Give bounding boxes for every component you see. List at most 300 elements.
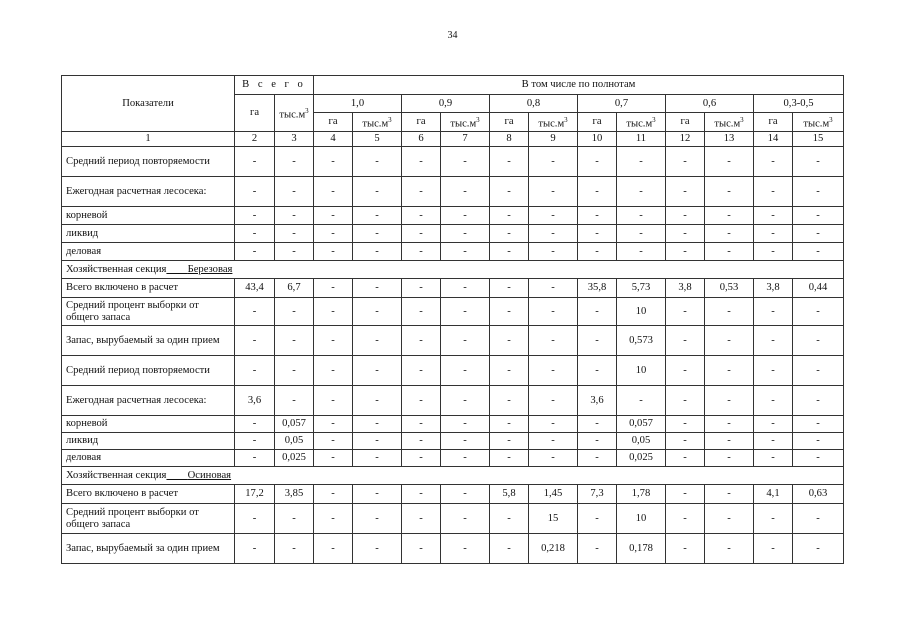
table-cell: - [314,356,353,386]
table-cell: - [235,534,275,564]
table-cell: - [235,326,275,356]
table-cell: - [578,177,617,207]
table-cell: - [314,450,353,467]
table-cell: - [705,298,754,326]
table-cell: - [705,326,754,356]
table-cell: - [793,433,844,450]
table-cell: - [529,279,578,298]
table-cell: - [235,177,275,207]
table-cell: 3,85 [275,485,314,504]
table-row [62,298,844,326]
table-cell: - [441,225,490,243]
table-cell: - [353,243,402,261]
table-cell: - [666,534,705,564]
table-cell: - [235,298,275,326]
table-cell: - [490,207,529,225]
table-cell: - [793,243,844,261]
table-cell: - [793,504,844,534]
table-cell: - [529,433,578,450]
table-cell: - [275,534,314,564]
table-cell: - [235,243,275,261]
table-cell: - [353,485,402,504]
table-cell: - [402,147,441,177]
table-cell: - [353,433,402,450]
column-number: 11 [617,132,666,147]
table-row [62,416,844,433]
table-cell: - [578,356,617,386]
column-number: 15 [793,132,844,147]
row-label: Всего включено в расчет [62,279,235,298]
table-cell: 10 [617,356,666,386]
table-cell: - [314,225,353,243]
table-cell: - [314,416,353,433]
unit-ha-header: га [578,113,617,132]
row-label: Средний процент выборки от общего запаса [62,504,235,534]
row-label: Средний период повторяемости [62,356,235,386]
table-cell: - [754,177,793,207]
table-cell: 0,025 [275,450,314,467]
table-cell: 5,73 [617,279,666,298]
table-cell: - [441,433,490,450]
table-cell: - [529,326,578,356]
unit-vol-header: $тыс.м^3$ [617,113,666,132]
table-row [62,356,844,386]
table-cell: - [353,147,402,177]
table-cell: - [353,504,402,534]
table-cell: - [617,386,666,416]
table-cell: - [275,504,314,534]
table-cell: - [314,386,353,416]
table-cell: - [705,147,754,177]
table-cell: - [402,298,441,326]
table-cell: 0,63 [793,485,844,504]
total-ha-header: га [235,95,275,132]
table-cell: - [529,243,578,261]
table-cell: - [754,356,793,386]
table-cell: - [402,485,441,504]
table-cell: - [441,485,490,504]
table-cell: - [490,147,529,177]
unit-vol-header: $тыс.м^3$ [705,113,754,132]
table-cell: - [402,416,441,433]
row-label: Средний процент выборки от общего запаса [62,298,235,326]
table-cell: - [402,207,441,225]
table-cell: 3,6 [578,386,617,416]
table-cell: - [402,243,441,261]
table-cell: - [314,243,353,261]
table-cell: - [617,177,666,207]
table-cell: - [617,207,666,225]
table-cell: - [490,534,529,564]
table-cell: - [402,504,441,534]
table-cell: - [666,207,705,225]
table-cell: - [490,243,529,261]
table-cell: - [666,147,705,177]
unit-ha-header: га [314,113,353,132]
table-cell: - [705,225,754,243]
table-cell: - [578,298,617,326]
table-cell: - [490,225,529,243]
table-row [62,326,844,356]
table-cell: 3,8 [666,279,705,298]
table-row [62,279,844,298]
row-label: Ежегодная расчетная лесосека: [62,386,235,416]
table-cell: - [314,433,353,450]
table-cell: - [793,416,844,433]
row-label: Средний период повторяемости [62,147,235,177]
table-cell: 0,44 [793,279,844,298]
table-cell: - [705,177,754,207]
table-cell: - [353,207,402,225]
table-cell: - [353,298,402,326]
row-label: Ежегодная расчетная лесосека: [62,177,235,207]
row-label: Всего включено в расчет [62,485,235,504]
total-header: В с е г о [235,76,314,95]
table-cell: 0,05 [275,433,314,450]
table-row [62,450,844,467]
table-cell: - [666,177,705,207]
table-cell: - [490,433,529,450]
section-row [62,467,844,485]
unit-ha-header: га [490,113,529,132]
table-cell: - [666,298,705,326]
table-cell: - [275,207,314,225]
table-cell: 3,8 [754,279,793,298]
table-cell: - [235,147,275,177]
table-cell: - [793,534,844,564]
table-cell: - [666,326,705,356]
table-cell: 10 [617,504,666,534]
table-cell: - [314,504,353,534]
table-cell: - [578,433,617,450]
table-cell: - [235,504,275,534]
table-cell: - [275,326,314,356]
density-header: 0,7 [578,95,666,113]
table-cell: - [275,298,314,326]
table-cell: - [490,386,529,416]
table-cell: 1,45 [529,485,578,504]
table-cell: - [754,450,793,467]
table-cell: - [529,298,578,326]
table-row [62,534,844,564]
table-cell: - [275,243,314,261]
table-cell: 3,6 [235,386,275,416]
table-cell: - [754,534,793,564]
table-cell: - [578,147,617,177]
row-label: деловая [62,450,235,467]
table-cell: - [235,450,275,467]
page-number: 34 [447,30,458,41]
table-cell: - [314,326,353,356]
table-cell: - [402,450,441,467]
table-row [62,386,844,416]
header-row-1 [62,76,844,95]
table-cell: - [578,225,617,243]
table-cell: - [402,279,441,298]
table-cell: - [793,225,844,243]
section-title: Хозяйственная секция Березовая [62,261,844,279]
table-cell: - [793,356,844,386]
table-cell: - [490,416,529,433]
table-cell: - [235,207,275,225]
table-cell: - [578,207,617,225]
density-header: 0,8 [490,95,578,113]
column-number: 6 [402,132,441,147]
density-header: 0,3-0,5 [754,95,844,113]
table-cell: - [529,177,578,207]
row-label: ликвид [62,225,235,243]
table-cell: - [314,207,353,225]
table-cell: - [490,504,529,534]
table-cell: 5,8 [490,485,529,504]
table-cell: - [529,386,578,416]
table-cell: 0,05 [617,433,666,450]
table-cell: - [353,450,402,467]
table-cell: - [314,147,353,177]
table-cell: - [754,225,793,243]
table-cell: - [754,243,793,261]
column-number: 2 [235,132,275,147]
table-cell: - [666,450,705,467]
table-cell: - [578,243,617,261]
table-cell: - [793,386,844,416]
table-cell: - [578,534,617,564]
row-label: корневой [62,207,235,225]
table-cell: - [754,386,793,416]
table-cell: 43,4 [235,279,275,298]
table-cell: - [705,450,754,467]
unit-vol-header: $тыс.м^3$ [529,113,578,132]
table-cell: - [617,243,666,261]
unit-ha-header: га [666,113,705,132]
table-cell: 0,057 [275,416,314,433]
table-cell: - [793,298,844,326]
column-number: 9 [529,132,578,147]
table-cell: 1,78 [617,485,666,504]
table-cell: - [705,433,754,450]
table-cell: - [666,356,705,386]
table-cell: - [578,416,617,433]
table-cell: - [705,504,754,534]
table-cell: - [529,416,578,433]
table-cell: - [666,504,705,534]
table-cell: - [578,450,617,467]
table-cell: - [275,177,314,207]
table-cell: - [275,225,314,243]
table-cell: 10 [617,298,666,326]
table-row [62,147,844,177]
table-cell: 15 [529,504,578,534]
row-label: корневой [62,416,235,433]
table-cell: - [441,450,490,467]
column-number: 10 [578,132,617,147]
table-cell: - [666,386,705,416]
unit-ha-header: га [402,113,441,132]
table-cell: - [754,207,793,225]
table-cell: - [490,450,529,467]
table-cell: - [754,326,793,356]
by-density-header: В том числе по полнотам [314,76,844,95]
table-cell: - [235,225,275,243]
table-cell: - [441,243,490,261]
column-number: 3 [275,132,314,147]
table-cell: - [441,504,490,534]
table-cell: - [441,298,490,326]
table-cell: - [793,207,844,225]
column-number: 14 [754,132,793,147]
table-cell: - [793,450,844,467]
table-cell: - [705,485,754,504]
table-row [62,485,844,504]
table-cell: - [314,177,353,207]
table-cell: - [617,225,666,243]
row-label: ликвид [62,433,235,450]
table-cell: - [235,416,275,433]
table-cell: - [705,207,754,225]
table-cell: - [353,356,402,386]
table-cell: - [441,386,490,416]
row-label: деловая [62,243,235,261]
table-cell: - [353,416,402,433]
table-cell: - [529,147,578,177]
table-cell: - [617,147,666,177]
table-cell: - [490,279,529,298]
table-cell: - [793,326,844,356]
unit-ha-header: га [754,113,793,132]
unit-vol-header: $тыс.м^3$ [793,113,844,132]
table-cell: 35,8 [578,279,617,298]
table-cell: - [754,298,793,326]
table-cell: - [441,147,490,177]
table-cell: 0,057 [617,416,666,433]
table-cell: - [578,504,617,534]
table-cell: - [275,356,314,386]
table-cell: - [353,534,402,564]
table-cell: 6,7 [275,279,314,298]
table-cell: - [705,243,754,261]
section-title: Хозяйственная секция Осиновая [62,467,844,485]
table-cell: - [754,433,793,450]
table-cell: - [666,416,705,433]
column-number-row [62,132,844,147]
table-cell: - [441,207,490,225]
column-number: 13 [705,132,754,147]
column-number: 1 [62,132,235,147]
density-header: 0,6 [666,95,754,113]
table-cell: 0,218 [529,534,578,564]
table-cell: 17,2 [235,485,275,504]
table-cell: - [793,147,844,177]
table-cell: - [353,225,402,243]
table-cell: - [666,243,705,261]
table-cell: - [275,386,314,416]
table-cell: - [705,386,754,416]
table-cell: - [402,177,441,207]
table-cell: - [666,433,705,450]
indicators-header: Показатели [62,76,235,132]
table-cell: - [314,298,353,326]
total-vol-header: $тыс.м^3$ [275,95,314,132]
table-cell: - [666,225,705,243]
table-cell: - [754,147,793,177]
table-cell: - [235,356,275,386]
table-cell: - [490,177,529,207]
table-cell: - [529,356,578,386]
density-header: 0,9 [402,95,490,113]
table-cell: - [353,177,402,207]
table-cell: - [353,279,402,298]
table-row [62,243,844,261]
table-cell: 0,178 [617,534,666,564]
table-row [62,225,844,243]
table-cell: - [402,433,441,450]
table-cell: - [402,534,441,564]
column-number: 7 [441,132,490,147]
column-number: 4 [314,132,353,147]
table-row [62,207,844,225]
table-row [62,504,844,534]
allowable-cut-table [61,75,844,564]
table-cell: 4,1 [754,485,793,504]
section-row [62,261,844,279]
unit-vol-header: $тыс.м^3$ [441,113,490,132]
table-cell: - [314,485,353,504]
table-cell: - [666,485,705,504]
density-header: 1,0 [314,95,402,113]
table-cell: - [314,534,353,564]
unit-vol-header: $тыс.м^3$ [353,113,402,132]
table-row [62,177,844,207]
table-cell: - [314,279,353,298]
table-cell: - [441,279,490,298]
table-cell: 0,53 [705,279,754,298]
table-cell: - [490,298,529,326]
table-row [62,433,844,450]
table-cell: - [490,326,529,356]
table-cell: - [754,504,793,534]
table-cell: - [441,177,490,207]
column-number: 8 [490,132,529,147]
table-cell: - [705,356,754,386]
row-label: Запас, вырубаемый за один прием [62,326,235,356]
table-cell: - [578,326,617,356]
table-cell: - [529,207,578,225]
table-cell: - [402,356,441,386]
table-cell: - [353,386,402,416]
table-cell: - [402,225,441,243]
table-cell: - [402,386,441,416]
column-number: 5 [353,132,402,147]
table-cell: - [705,534,754,564]
table-cell: 0,573 [617,326,666,356]
table-cell: - [235,433,275,450]
table-cell: - [441,326,490,356]
table-cell: - [441,356,490,386]
table-cell: - [529,225,578,243]
column-number: 12 [666,132,705,147]
table-cell: - [754,416,793,433]
table-cell: - [441,416,490,433]
table-cell: - [793,177,844,207]
table-cell: - [402,326,441,356]
row-label: Запас, вырубаемый за один прием [62,534,235,564]
table-cell: 7,3 [578,485,617,504]
table-cell: 0,025 [617,450,666,467]
table-cell: - [529,450,578,467]
table-cell: - [705,416,754,433]
table-cell: - [353,326,402,356]
table-cell: - [490,356,529,386]
